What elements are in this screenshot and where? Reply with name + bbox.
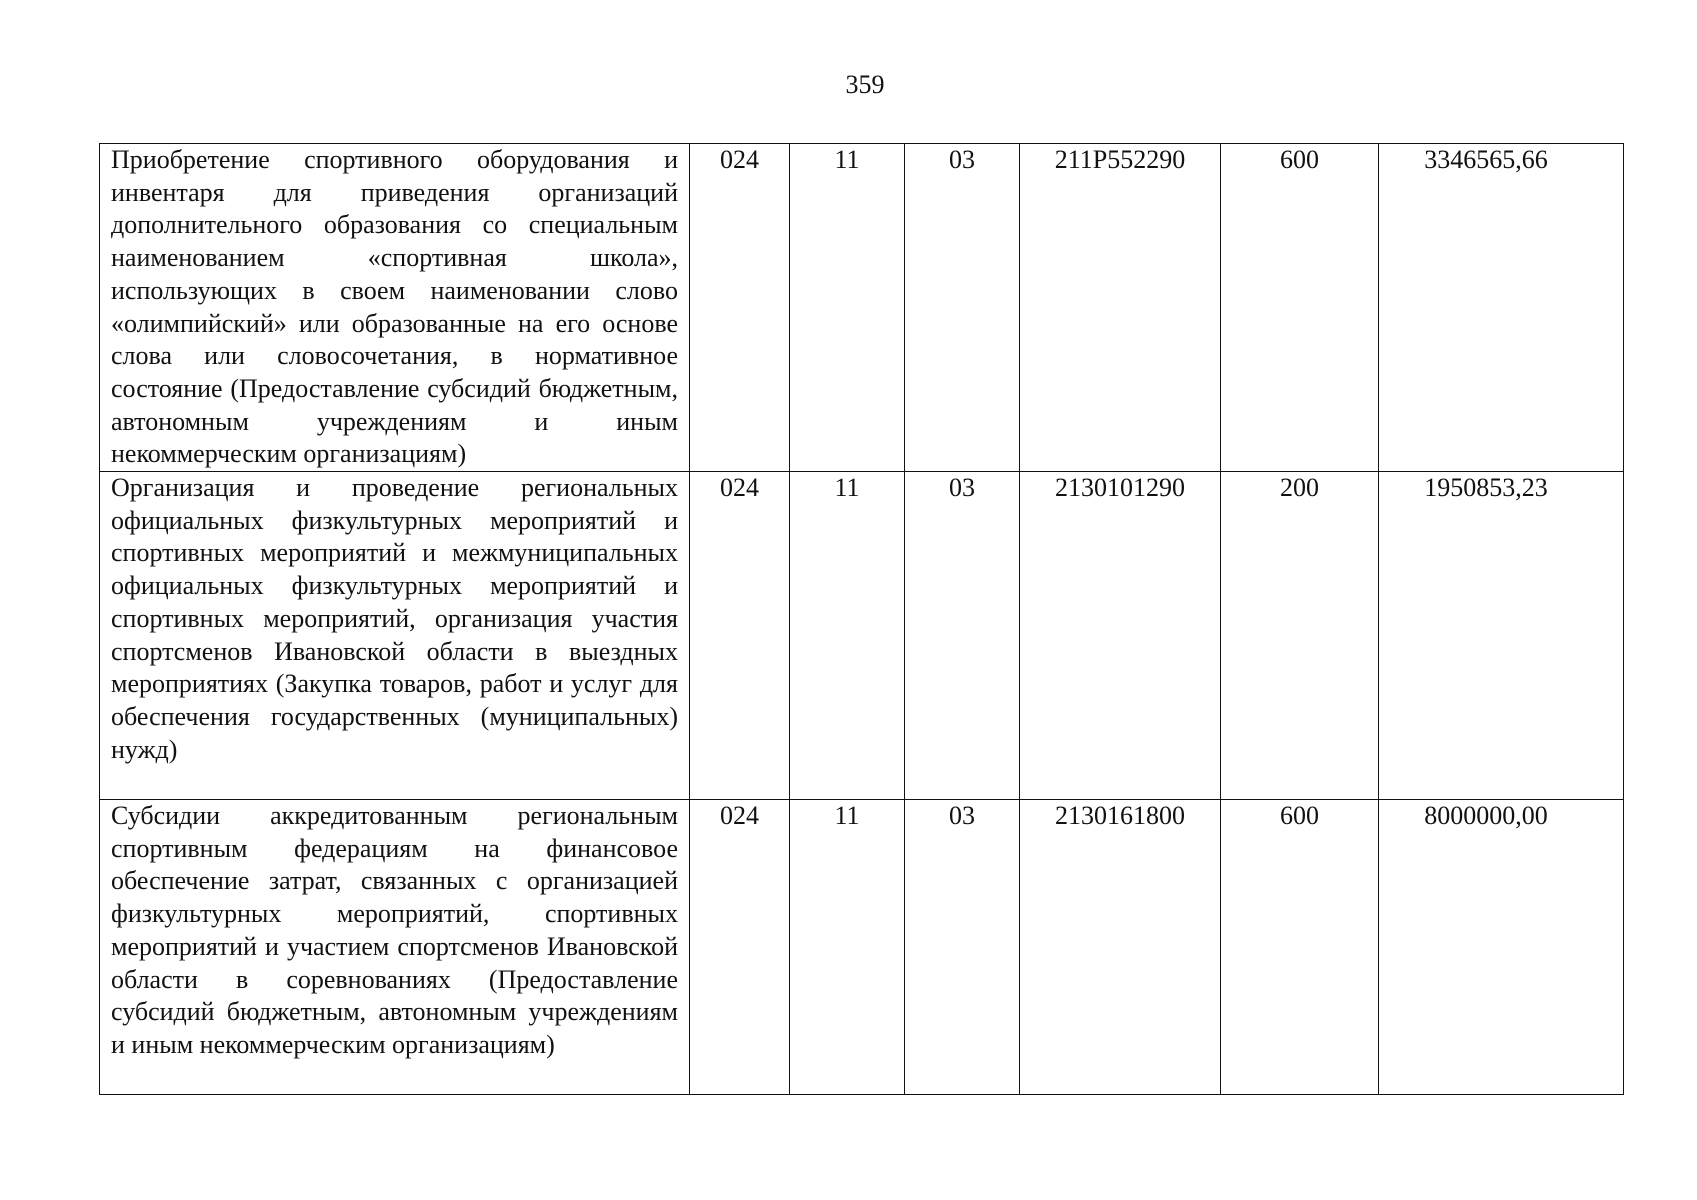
amount-value: 8000000,00 <box>1379 800 1624 1095</box>
expense-type-code: 600 <box>1221 800 1379 1095</box>
ministry-code: 024 <box>690 144 790 472</box>
table-row <box>100 472 1624 800</box>
subsection-code: 03 <box>905 800 1020 1095</box>
amount-value: 1950853,23 <box>1379 472 1624 800</box>
table-row <box>100 800 1624 1095</box>
row-description: Субсидии аккредитованным региональным спортивным федерациям на финансовое обеспечение затрат, связанных с организацией физкультурных мероприятий, спортивных мероприятий и участием спортсменов Ивановской области в соревнованиях (Предоставление субсидий бюджетным, автономным учреждениям и иным некоммерческим организациям) <box>100 800 690 1095</box>
target-article-code: 2130161800 <box>1020 800 1221 1095</box>
amount-value: 3346565,66 <box>1379 144 1624 472</box>
expense-type-code: 200 <box>1221 472 1379 800</box>
page-number: 359 <box>845 70 885 99</box>
subsection-code: 03 <box>905 144 1020 472</box>
subsection-code: 03 <box>905 472 1020 800</box>
row-description: Организация и проведение региональных официальных физкультурных мероприятий и спортивных мероприятий и межмуниципальных официальных физкультурных мероприятий и спортивных мероприятий, организация участия спортсменов Ивановской области в выездных мероприятиях (Закупка товаров, работ и услуг для обеспечения государственных (муниципальных) нужд) <box>100 472 690 800</box>
ministry-code: 024 <box>690 472 790 800</box>
budget-table <box>99 143 1624 1095</box>
expense-type-code: 600 <box>1221 144 1379 472</box>
ministry-code: 024 <box>690 800 790 1095</box>
row-description: Приобретение спортивного оборудования и инвентаря для приведения организаций дополнительного образования со специальным наименованием «спортивная школа», использующих в своем наименовании слово «олимпийский» или образованные на его основе слова или словосочетания, в нормативное состояние (Предоставление субсидий бюджетным, автономным учреждениям и иным некоммерческим организациям) <box>100 144 690 472</box>
target-article-code: 2130101290 <box>1020 472 1221 800</box>
table-row <box>100 144 1624 472</box>
section-code: 11 <box>790 800 905 1095</box>
section-code: 11 <box>790 144 905 472</box>
target-article-code: 211P552290 <box>1020 144 1221 472</box>
section-code: 11 <box>790 472 905 800</box>
